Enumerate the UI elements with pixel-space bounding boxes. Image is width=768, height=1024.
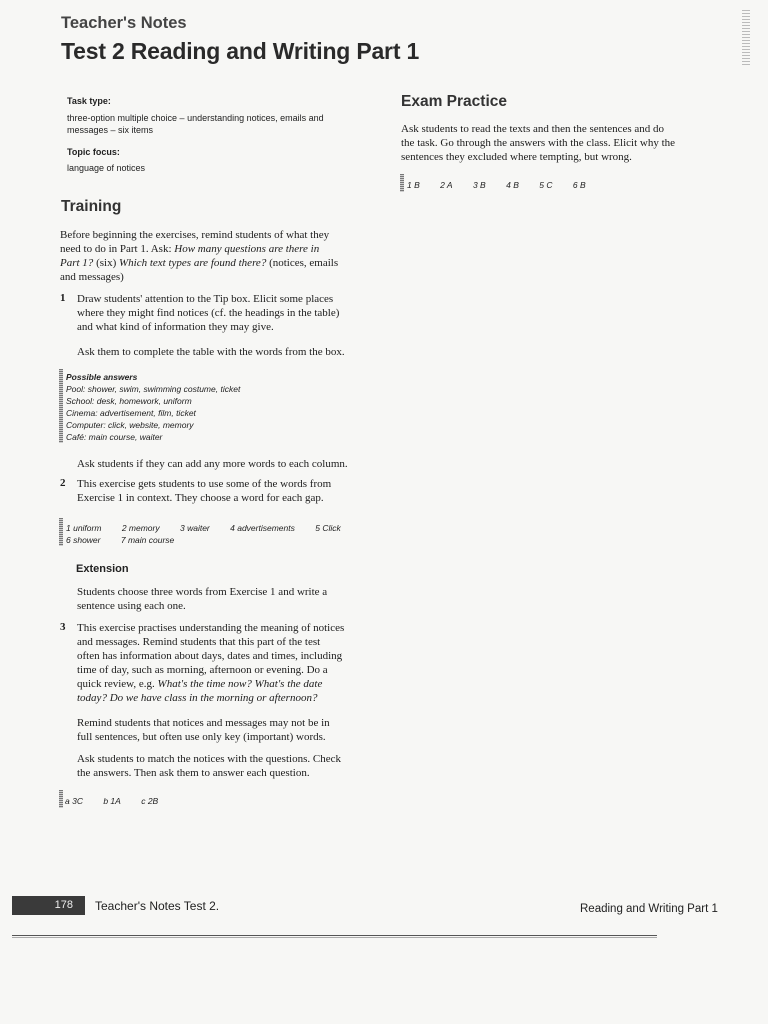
possible-answer-line: School: desk, homework, uniform (66, 396, 192, 406)
task-type-label: Task type: (67, 96, 111, 106)
footer-left-text: Teacher's Notes Test 2. (95, 899, 220, 913)
exam-practice-answers (407, 179, 604, 191)
answer-bar (59, 790, 63, 808)
footer-divider (12, 935, 657, 936)
topic-focus-text: language of notices (67, 163, 146, 173)
exam-practice-text (401, 122, 731, 164)
exam-practice-line: the task. Go through the answers with the class. Elicit why the (401, 137, 676, 149)
possible-answers-label: Possible answers (66, 372, 138, 382)
answer-item: 5 Click (315, 523, 341, 533)
answer-item: 7 main course (120, 535, 175, 545)
answer-item: 3 B (472, 180, 486, 190)
item-1-line-2: where they might find notices (cf. the headings in the table) (77, 307, 340, 319)
extension-heading: Extension (76, 563, 129, 575)
item-3-line: and messages. Remind students that this part of the test (77, 636, 321, 648)
answer-item: 3 waiter (179, 523, 210, 533)
answer-bar (400, 174, 404, 192)
possible-answer-line: Computer: click, website, memory (66, 420, 194, 430)
intro-line-2: need to do in Part 1. Ask: How many questions are there in (60, 243, 320, 255)
task-type-text-1: three-option multiple choice – understanding notices, emails and (67, 113, 324, 123)
intro-line-1: Before beginning the exercises, remind students of what they (60, 229, 330, 241)
item-1-number: 1 (60, 292, 66, 304)
item-3-reminder (77, 716, 397, 744)
item-3-instruction (77, 752, 397, 780)
training-intro (60, 228, 390, 284)
intro-line-4: and messages) (60, 271, 124, 283)
answer-bar (59, 369, 63, 443)
item-1-line-3: and what kind of information they may give. (77, 321, 274, 333)
item-3-line: today? Do we have class in the morning or afternoon? (77, 692, 318, 704)
item-3-line: time of day, such as morning, afternoon or evening. Do a (77, 664, 328, 676)
extension-text (77, 585, 392, 613)
possible-answer-line: Cinema: advertisement, film, ticket (66, 408, 196, 418)
item-1-line-5: Ask students if they can add any more words to each column. (77, 458, 348, 470)
item-3-line: Ask students to match the notices with the questions. Check (77, 753, 341, 765)
answer-item: 6 B (572, 180, 586, 190)
exam-practice-line: sentences they excluded where tempting, but wrong. (401, 151, 632, 163)
exam-practice-heading: Exam Practice (401, 93, 507, 110)
item-2-line-1: This exercise gets students to use some of the words from (77, 478, 332, 490)
item-2-number: 2 (60, 477, 66, 489)
task-type-text-2: messages – six items (67, 125, 154, 135)
item-3-line: Remind students that notices and messages may not be in (77, 717, 330, 729)
answer-item: 2 memory (121, 523, 160, 533)
item-3-line: quick review, e.g. What's the time now? What's the date (77, 678, 323, 690)
item-1-line-1: Draw students' attention to the Tip box. Elicit some places (77, 293, 334, 305)
item-3-line: full sentences, but often use only key (important) words. (77, 731, 326, 743)
page-number: 178 (12, 896, 85, 915)
item-3-line: the answers. Then ask them to answer each question. (77, 767, 310, 779)
answer-item: 1 uniform (66, 523, 102, 533)
item-2-text (77, 477, 392, 505)
item-3-line: This exercise practises understanding the meaning of notices (77, 622, 345, 634)
answer-item: 1 B (407, 180, 420, 190)
answer-item: 4 advertisements (230, 523, 295, 533)
exercise-2-answers (66, 522, 359, 546)
extension-line-1: Students choose three words from Exercise 1 and write a (77, 586, 328, 598)
answer-item: c 2B (141, 796, 159, 806)
possible-answer-line: Café: main course, waiter (66, 432, 163, 442)
footer-divider (12, 937, 657, 938)
footer-right-text: Reading and Writing Part 1 (580, 903, 718, 915)
item-1-text (77, 292, 392, 334)
item-3-line: often has information about days, dates and times, including (77, 650, 343, 662)
item-1-line-4: Ask them to complete the table with the words from the box. (77, 346, 345, 358)
answer-bar (59, 518, 63, 546)
answer-item: 4 B (506, 180, 519, 190)
answer-item: 2 A (440, 180, 453, 190)
training-heading: Training (61, 198, 122, 215)
item-3-number: 3 (60, 621, 66, 633)
item-3-text (77, 621, 397, 705)
possible-answer-line: Pool: shower, swim, swimming costume, ticket (66, 384, 241, 394)
answer-item: 6 shower (66, 535, 101, 545)
page-title: Test 2 Reading and Writing Part 1 (61, 38, 420, 64)
topic-focus-label: Topic focus: (67, 147, 120, 157)
answer-item: b 1A (103, 796, 121, 806)
running-head: Teacher's Notes (61, 14, 187, 32)
exercise-3-answers (65, 795, 176, 807)
exam-practice-line: Ask students to read the texts and then the sentences and do (401, 123, 665, 135)
intro-line-3: Part 1? (six) Which text types are found there? (notices, emails (60, 257, 339, 269)
scan-edge-mark (742, 10, 750, 66)
possible-answers-block (66, 371, 240, 443)
answer-item: 5 C (539, 180, 553, 190)
item-2-line-2: Exercise 1 in context. They choose a word for each gap. (77, 492, 324, 504)
extension-line-2: sentence using each one. (77, 600, 186, 612)
answer-item: a 3C (65, 796, 83, 806)
